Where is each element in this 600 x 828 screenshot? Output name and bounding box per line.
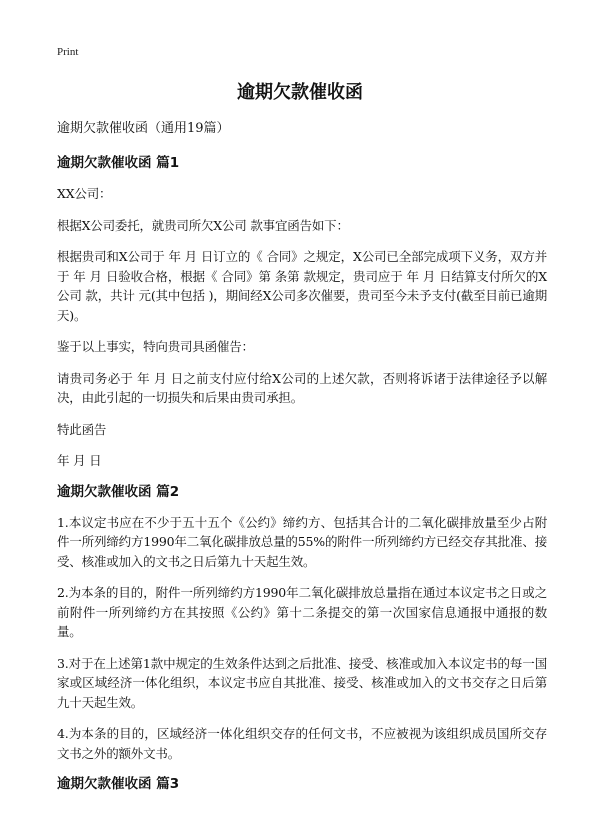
paragraph: 请贵司务必于 年 月 日之前支付应付给X公司的上述欠款，否则将诉诸于法律途径予以解决，由此引起的一切损失和后果由贵司承担。: [57, 370, 547, 405]
paragraph: 4.为本条的目的，区域经济一体化组织交存的任何文书，不应被视为该组织成员国所交存文书之外的额外文书。: [57, 726, 547, 761]
paragraph: 根据贵司和X公司于 年 月 日订立的《 合同》之规定，X公司已全部完成项下义务，双方并于 年 月 日验收合格，根据《 合同》第 条第 款规定，贵司应于 年 月 日结算支付所欠的X公司 款，共计 元(其中包括 )，期间经X公司多次催要，贵司至今未予支付(截至目前已逾期 天)。: [57, 249, 547, 323]
document-subtitle: 逾期欠款催收函（通用19篇）: [57, 121, 230, 136]
page-title: 逾期欠款催收函: [237, 82, 363, 103]
section-3: [57, 775, 547, 794]
section-heading: 逾期欠款催收函 篇1: [57, 155, 180, 171]
paragraph: 2.为本条的目的，附件一所列缔约方1990年二氧化碳排放总量指在通过本议定书之日或之前附件一所列缔约方在其按照《公约》第十二条提交的第一次国家信息通报中通报的数量。: [57, 585, 547, 639]
document-body: [57, 120, 547, 805]
section-heading: 逾期欠款催收函 篇3: [57, 776, 180, 792]
date-line: 年 月 日: [57, 453, 102, 468]
section-2: [57, 483, 547, 764]
closing-text: 特此函告: [57, 421, 107, 437]
section-heading: 逾期欠款催收函 篇2: [57, 483, 180, 500]
salutation: XX公司：: [57, 186, 112, 201]
paragraph: 3.对于在上述第1款中规定的生效条件达到之后批准、接受、核准或加入本议定书的每一国家或区域经济一体化组织，本议定书应自其批准、接受、核准或加入的文书交存之日后第九十天起生效。: [57, 655, 547, 710]
paragraph: 根据X公司委托，就贵司所欠X公司 款事宜函告如下：: [57, 217, 349, 233]
section-1: [57, 154, 547, 471]
print-link[interactable]: Print: [57, 46, 79, 58]
paragraph: 鉴于以上事实，特向贵司具函催告：: [57, 339, 254, 354]
paragraph: 1.本议定书应在不少于五十五个《公约》缔约方、包括其合计的二氧化碳排放量至少占附件一所列缔约方1990年二氧化碳排放总量的55%的附件一所列缔约方已经交存其批准、接受、核准或加入的文书之日后第九十天起生效。: [57, 514, 547, 569]
